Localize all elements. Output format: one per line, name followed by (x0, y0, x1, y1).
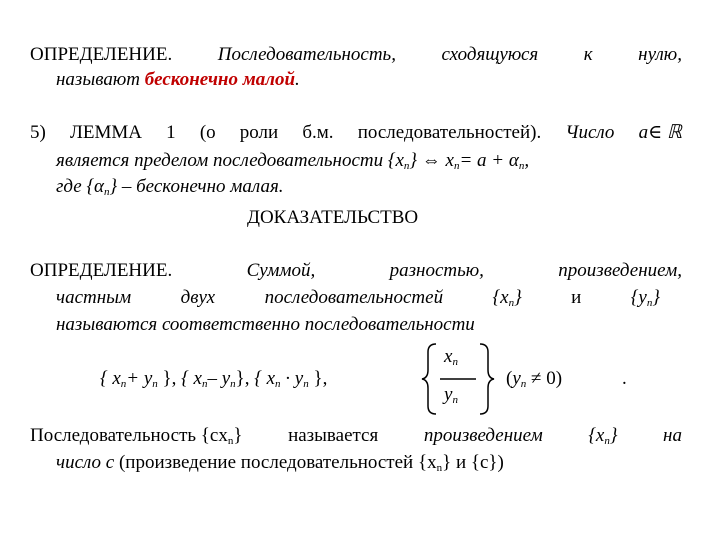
word: к (583, 44, 593, 65)
highlight-term: бесконечно малой (144, 69, 296, 90)
lemma-line-1: 5) ЛЕММА 1 (о роли б.м. последовательностей). Число a∈ ℝ (30, 122, 682, 143)
word: нулю, (638, 44, 682, 65)
definition-label: ОПРЕДЕЛЕНИЕ. (30, 44, 173, 65)
word: сходящуюся (441, 44, 539, 65)
formula-sequences: { $x_n+ y_n$ }, { $x_n-$ $y_n$}, { $x_n \cdot y_n$ }, (100, 368, 328, 390)
formula-condition: $(y_n \ne 0)$ (506, 368, 563, 390)
definition-1-line-2: называют бесконечно малой. (56, 69, 300, 90)
fraction-braces (418, 340, 498, 420)
definition-2-line-3: называются соответственно последовательности (56, 314, 475, 335)
word: Последовательность, (217, 44, 396, 65)
definition-3-line-1: Последовательность $\{cx_n\}$ называется произведением $\{x_n\}$ на (30, 425, 682, 447)
fraction-denominator: $y_n$ (444, 384, 458, 406)
definition-2-line-1: ОПРЕДЕЛЕНИЕ. Суммой, разностью, произведением, (30, 260, 682, 281)
lemma-line-2: является пределом последовательности $\{x_n\}$ ⇔ $x_n= a + \alpha_n$, (56, 150, 530, 172)
formula-period: . (622, 368, 627, 389)
definition-2-line-2: частным двух последовательностей $\{x_n\}$ и $\{y_n\}$ (56, 287, 660, 309)
definition-3-line-2: число c (произведение последовательностей $\{x_n\}$ и {c}) (56, 452, 504, 474)
left-brace (422, 344, 436, 414)
definition-1-line-1 (30, 44, 682, 66)
lemma-line-3: где $\{\alpha_n\}$ – бесконечно малая. (56, 176, 284, 198)
proof-title: ДОКАЗАТЕЛЬСТВО (247, 207, 419, 228)
fraction-numerator: $x_n$ (444, 346, 458, 368)
right-brace (480, 344, 494, 414)
